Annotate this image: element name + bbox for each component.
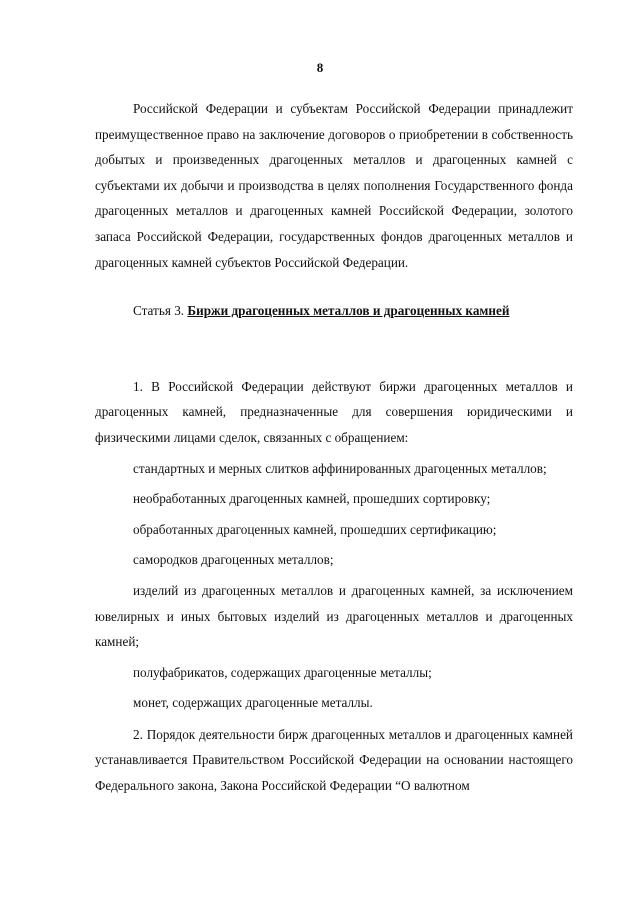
article-title: Биржи драгоценных металлов и драгоценных камней [187,303,510,319]
list-item: необработанных драгоценных камней, прошедших сортировку; [133,491,491,507]
list-item: обработанных драгоценных камней, прошедших сертификацию; [133,521,497,537]
article-heading [95,298,573,324]
page-number: 8 [316,60,324,75]
list-item: стандартных и мерных слитков аффинированных драгоценных металлов; [133,460,547,476]
list-item: изделий из драгоценных металлов и драгоценных камней, за исключением ювелирных и иных бытовых изделий из драгоценных металлов и драгоценных камней; [95,582,573,650]
paragraph-continuation: Российской Федерации и субъектам Российской Федерации принадлежит преимущественное право на заключение договоров о приобретении в собственность добытых и произведенных драгоценных металлов и драгоценных камней с субъектами их добычи и производства в целях пополнения Государственного фонда драгоценных металлов и драгоценных камней Российской Федерации, золотого запаса Российской Федерации, государственных фондов драгоценных металлов и драгоценных камней субъектов Российской Федерации. [95,101,573,270]
clause-1-intro: 1. В Российской Федерации действуют биржи драгоценных металлов и драгоценных камней, предназначенные для совершения юридическими и физическими лицами сделок, связанных с обращением: [95,378,573,445]
article-label: Статья 3. [133,303,185,319]
document-body [95,96,573,799]
list-item: монет, содержащих драгоценные металлы. [133,695,373,711]
list-item: полуфабрикатов, содержащих драгоценные металлы; [133,664,432,680]
clause-2: 2. Порядок деятельности бирж драгоценных металлов и драгоценных камней устанавливается Правительством Российской Федерации на основании настоящего Федерального закона, Закона Российской Федерации “О валютном [95,726,573,794]
list-item: самородков драгоценных металлов; [133,552,334,568]
